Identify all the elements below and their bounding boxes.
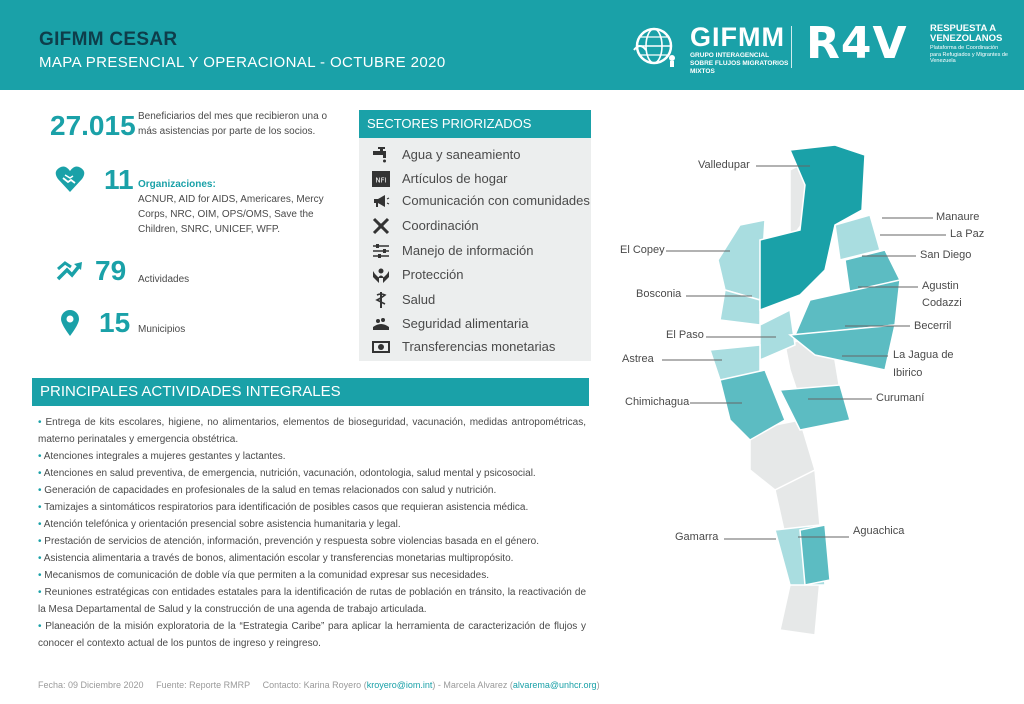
page-title: GIFMM CESAR [39,29,178,50]
sector-label: Transferencias monetarias [402,339,556,354]
cesar-municipalities-map [600,130,1024,650]
footer-fuente: Fuente: Reporte RMRP [156,680,251,690]
actividades-text: Actividades [138,274,190,285]
organizaciones-value: 11 [104,164,134,195]
map-label-agustin-codazzi-1: Agustin [922,280,959,292]
sector-label: Manejo de información [402,243,534,258]
sector-item [359,239,591,263]
beneficiarios-value: 27.015 [50,110,136,141]
water-tap-icon [372,146,390,164]
list-item: • Atención telefónica y orientación presencial sobre asistencia humanitaria y legal. [38,519,401,530]
map-region-light [718,220,765,300]
sector-item [359,214,591,238]
footer-separator: ) - Marcela Alvarez ( [432,680,513,690]
sector-item [359,143,591,167]
r4v-logo-text: R4V [806,18,908,69]
sliders-icon [372,242,390,260]
r4v-logo-title: RESPUESTA A VENEZOLANOS [930,23,1003,44]
map-label-valledupar: Valledupar [698,159,750,171]
cash-transfer-icon [372,338,390,356]
map-label-bosconia: Bosconia [636,288,682,300]
sector-label: Seguridad alimentaria [402,316,529,331]
location-pin-icon [60,309,80,337]
sector-item [359,189,591,213]
municipios-text: Municipios [138,324,186,335]
map-label-curumani: Curumaní [876,392,925,404]
page-subtitle: MAPA PRESENCIAL Y OPERACIONAL - OCTUBRE 2020 [39,54,446,71]
coordination-icon [372,217,390,235]
sectores-panel [359,110,591,361]
header-banner [0,0,1024,90]
r4v-logo-description: Plataforma de Coordinación para Refugiados y Migrantes de Venezuela [930,45,1008,64]
actividades-list [38,414,586,652]
sector-item [359,167,591,191]
sector-label: Protección [402,267,464,282]
map-label-la-paz: La Paz [950,228,985,240]
sector-label: Agua y saneamiento [402,147,521,162]
sector-item [359,263,591,287]
footer-fecha: Fecha: 09 Diciembre 2020 [38,680,144,690]
svg-text:NFI: NFI [375,176,387,185]
organizaciones-block [138,177,338,237]
logo-divider [791,26,792,68]
email-link-2[interactable]: alvarema@unhcr.org [512,680,597,690]
map-label-el-copey: El Copey [620,244,665,256]
map-label-manaure: Manaure [936,211,980,223]
list-item: • Entrega de kits escolares, higiene, no alimentarios, elementos de bioseguridad, vacunación, medidas antropométricas, materno perinatales y emergencia obstétrica. [38,417,586,445]
protection-hands-icon [372,266,390,284]
list-item: • Prestación de servicios de atención, información, prevención y respuesta sobre violencias basada en el género. [38,536,540,547]
map-label-astrea: Astrea [622,353,654,365]
sector-item [359,312,591,336]
sector-label: Coordinación [402,218,479,233]
list-item: • Mecanismos de comunicación de doble vía que permiten a la comunidad expresar sus necesidades. [38,570,489,581]
list-item: • Generación de capacidades en profesionales de la salud en temas relacionados con salud y nutrición. [38,485,497,496]
beneficiarios-text: Beneficiarios del mes que recibieron una o más asistencias por parte de los socios. [138,111,327,137]
map-label-becerril: Becerril [914,320,952,332]
food-security-icon [372,315,390,333]
map-label-san-diego: San Diego [920,249,972,261]
map-label-la-jagua-2: Ibirico [893,367,923,379]
nfi-icon [372,170,390,188]
map-region-mid [800,525,830,585]
organizaciones-list: ACNUR, AID for AIDS, Americares, Mercy Corps, NRC, OIM, OPS/OMS, Save the Children, SNRC, UNICEF, WFP. [138,194,324,235]
actividades-title: PRINCIPALES ACTIVIDADES INTEGRALES [32,378,589,406]
list-item: • Asistencia alimentaria a través de bonos, alimentación escolar y transferencias monetarias multipropósito. [38,553,514,564]
list-item: • Reuniones estratégicas con entidades estatales para la identificación de rutas de población en tránsito, la reactivación de la Mesa Departamental de Salud y la construcción de una agenda de trabajo articulada. [38,587,587,615]
list-item: • Atenciones integrales a mujeres gestantes y lactantes. [38,451,286,462]
map-label-aguachica: Aguachica [853,525,905,537]
list-item: • Planeación de la misión exploratoria de la “Estrategia Caribe” para aplicar la herramienta de caracterización de flujos y conocer el contexto actual de los puntos de ingreso y reingreso. [38,621,587,649]
sectores-title: SECTORES PRIORIZADOS [359,110,591,138]
footer-contacto: Contacto: Karina Royero ( [262,680,367,690]
sector-item [359,335,591,359]
handshake-heart-icon [55,165,85,193]
gifmm-globe-logo-icon [632,24,680,68]
megaphone-icon [372,192,390,210]
map-label-gamarra: Gamarra [675,531,719,543]
gifmm-logo-text: GIFMM [690,22,785,52]
sector-item [359,288,591,312]
footer [38,680,600,690]
list-item: • Atenciones en salud preventiva, de emergencia, nutrición, vacunación, odontologia, salud mental y psicosocial. [38,468,536,479]
map-label-agustin-codazzi-2: Codazzi [922,297,962,309]
organizaciones-label: Organizaciones: [138,179,216,190]
sector-label: Artículos de hogar [402,171,508,186]
map-label-el-paso: El Paso [666,329,704,341]
health-caduceus-icon [372,291,390,309]
list-item: • Tamizajes a sintomáticos respiratorios para identificación de posibles casos que requieran asistencia médica. [38,502,529,513]
sector-label: Comunicación con comunidades [402,193,590,208]
actividades-value: 79 [95,255,127,286]
map-label-la-jagua-1: La Jagua de [893,349,954,361]
municipios-value: 15 [99,307,131,338]
map-label-chimichagua: Chimichagua [625,396,690,408]
footer-close: ) [596,680,600,690]
sector-label: Salud [402,292,436,307]
gifmm-logo-description: GRUPO INTERAGENCIAL SOBRE FLUJOS MIGRATORIOS MIXTOS [690,52,789,75]
activities-arrows-icon [55,257,85,285]
email-link-1[interactable]: kroyero@iom.int [366,680,433,690]
map-region-grey [780,580,820,635]
